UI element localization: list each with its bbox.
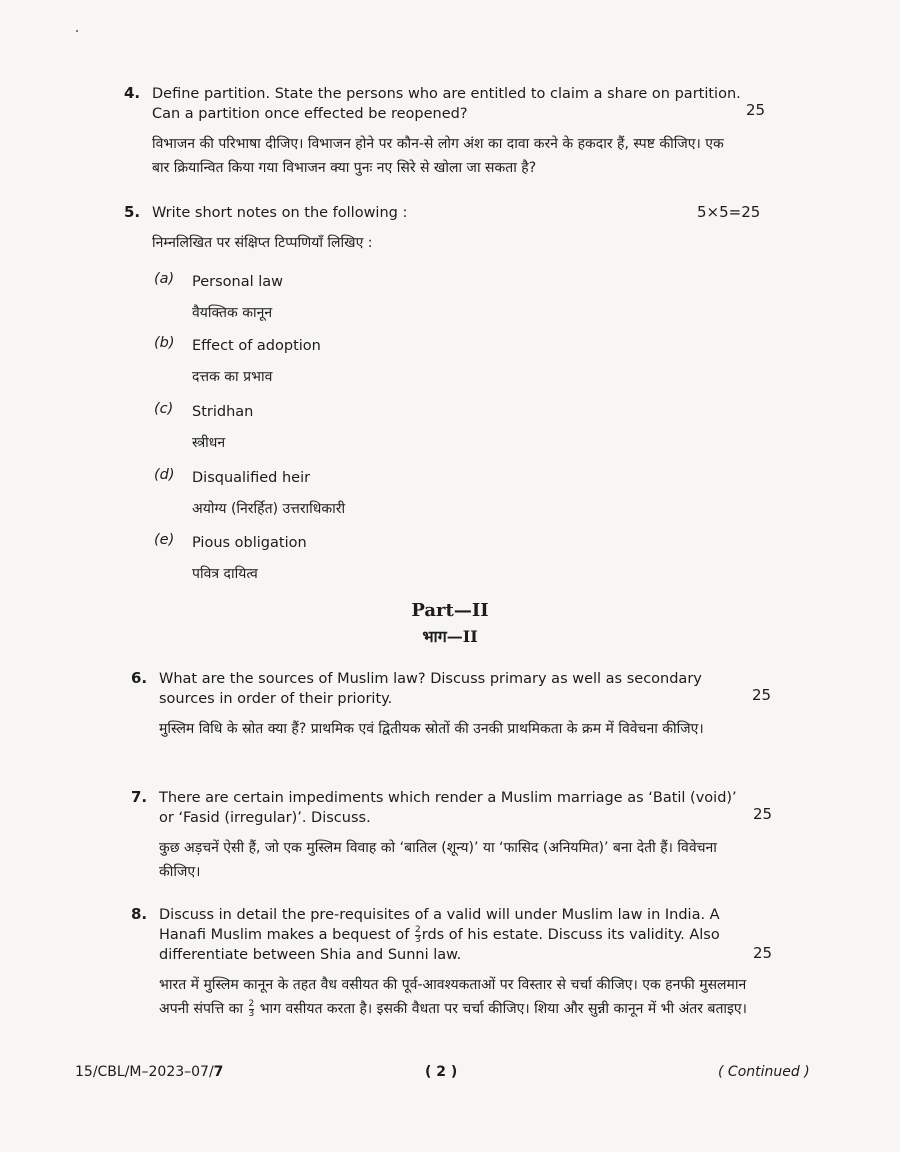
question-hindi-part-1: भारत में मुस्लिम कानून के तहत वैध वसीयत की पूर्व-आवश्यकताओं पर विस्तार से चर्चा कीजिए। एक हनफी मुसलमान अपनी संपत्ति का xyxy=(159,977,747,1017)
sub-item-label: (d) xyxy=(154,467,175,483)
question-7-marks: 25 xyxy=(753,805,773,823)
sub-item-label: (c) xyxy=(154,401,174,417)
page-number: ( 2 ) xyxy=(425,1064,458,1080)
question-number: 8. xyxy=(131,905,148,923)
question-6-marks: 25 xyxy=(752,686,772,704)
part-heading-hindi: भाग—II xyxy=(422,627,478,646)
question-text-hindi: विभाजन की परिभाषा दीजिए। विभाजन होने पर कौन-से लोग अंश का दावा करने के हकदार हैं, स्पष्ट कीजिए। एक बार क्रियान्वित किया गया विभाजन क्या पुनः नए सिरे से खोला जा सकता है? xyxy=(152,136,724,176)
sub-item-english: Stridhan xyxy=(192,404,254,420)
sub-item-english: Disqualified heir xyxy=(192,470,311,486)
question-4-marks: 25 xyxy=(746,101,766,119)
question-text-english: What are the sources of Muslim law? Discuss primary as well as secondary sources in order of their priority. xyxy=(159,671,702,707)
question-text-english xyxy=(159,905,751,965)
sub-item-label: (b) xyxy=(154,335,175,351)
question-4 xyxy=(124,84,744,180)
question-text-part-1: Discuss in detail the pre-requisites of a valid will under Muslim law in India. A Hanafi Muslim makes a bequest of xyxy=(159,907,720,943)
question-text-english: Define partition. State the persons who are entitled to claim a share on partition. Can a partition once effected be reopened? xyxy=(152,86,741,122)
sub-item-hindi: वैयक्तिक कानून xyxy=(192,305,273,321)
paper-code: 15/CBL/M–2023–07/7 xyxy=(75,1064,224,1080)
sub-item-e xyxy=(154,532,554,586)
question-number: 7. xyxy=(131,788,148,806)
sub-item-label: (a) xyxy=(154,271,175,287)
sub-item-label: (e) xyxy=(154,532,175,548)
question-5 xyxy=(124,203,744,255)
fraction-two-thirds-hindi: $\frac{2}{3}$ xyxy=(248,998,255,1019)
sub-item-b xyxy=(154,335,554,389)
question-number: 6. xyxy=(131,669,148,687)
question-text-hindi xyxy=(159,973,751,1021)
question-text-part-2: rds of his estate. Discuss its validity. Also differentiate between Shia and Sunni law. xyxy=(159,927,720,963)
sub-item-english: Pious obligation xyxy=(192,535,307,551)
sub-item-english: Effect of adoption xyxy=(192,338,321,354)
question-number: 4. xyxy=(124,84,141,102)
scan-speck xyxy=(76,30,78,32)
sub-item-a xyxy=(154,271,554,325)
sub-item-d xyxy=(154,467,554,521)
sub-item-hindi: अयोग्य (निरर्हित) उत्तराधिकारी xyxy=(192,501,346,517)
question-text-hindi: निम्नलिखित पर संक्षिप्त टिप्पणियाँ लिखिए : xyxy=(152,235,373,251)
question-text-hindi: कुछ अड़चनें ऐसी हैं, जो एक मुस्लिम विवाह को ‘बातिल (शून्य)’ या ‘फासिद (अनियमित)’ बना देती हैं। विवेचना कीजिए। xyxy=(159,840,717,880)
question-text-hindi: मुस्लिम विधि के स्रोत क्या हैं? प्राथमिक एवं द्वितीयक स्रोतों की उनकी प्राथमिकता के क्रम में विवेचना कीजिए। xyxy=(159,721,704,737)
question-7 xyxy=(131,788,751,884)
question-8-marks: 25 xyxy=(753,944,773,962)
question-8 xyxy=(131,905,751,1021)
sub-item-english: Personal law xyxy=(192,274,284,290)
question-text-english: Write short notes on the following : xyxy=(152,205,408,221)
question-number: 5. xyxy=(124,203,141,221)
part-heading-english: Part—II xyxy=(411,600,489,621)
sub-item-hindi: दत्तक का प्रभाव xyxy=(192,369,273,385)
fraction-two-thirds: $\frac{2}{3}$ xyxy=(415,924,421,945)
sub-item-c xyxy=(154,401,554,455)
sub-item-hindi: स्त्रीधन xyxy=(192,435,226,451)
question-hindi-part-2: भाग वसीयत करता है। इसकी वैधता पर चर्चा कीजिए। शिया और सुन्नी कानून में भी अंतर बताइए। xyxy=(259,1001,747,1017)
sub-item-hindi: पवित्र दायित्व xyxy=(192,566,258,582)
question-6 xyxy=(131,669,751,741)
continued-label: ( Continued ) xyxy=(718,1064,810,1080)
question-5-marks: 5×5=25 xyxy=(697,203,761,221)
question-text-english: There are certain impediments which render a Muslim marriage as ‘Batil (void)’ or ‘Fasid (irregular)’. Discuss. xyxy=(159,790,737,826)
